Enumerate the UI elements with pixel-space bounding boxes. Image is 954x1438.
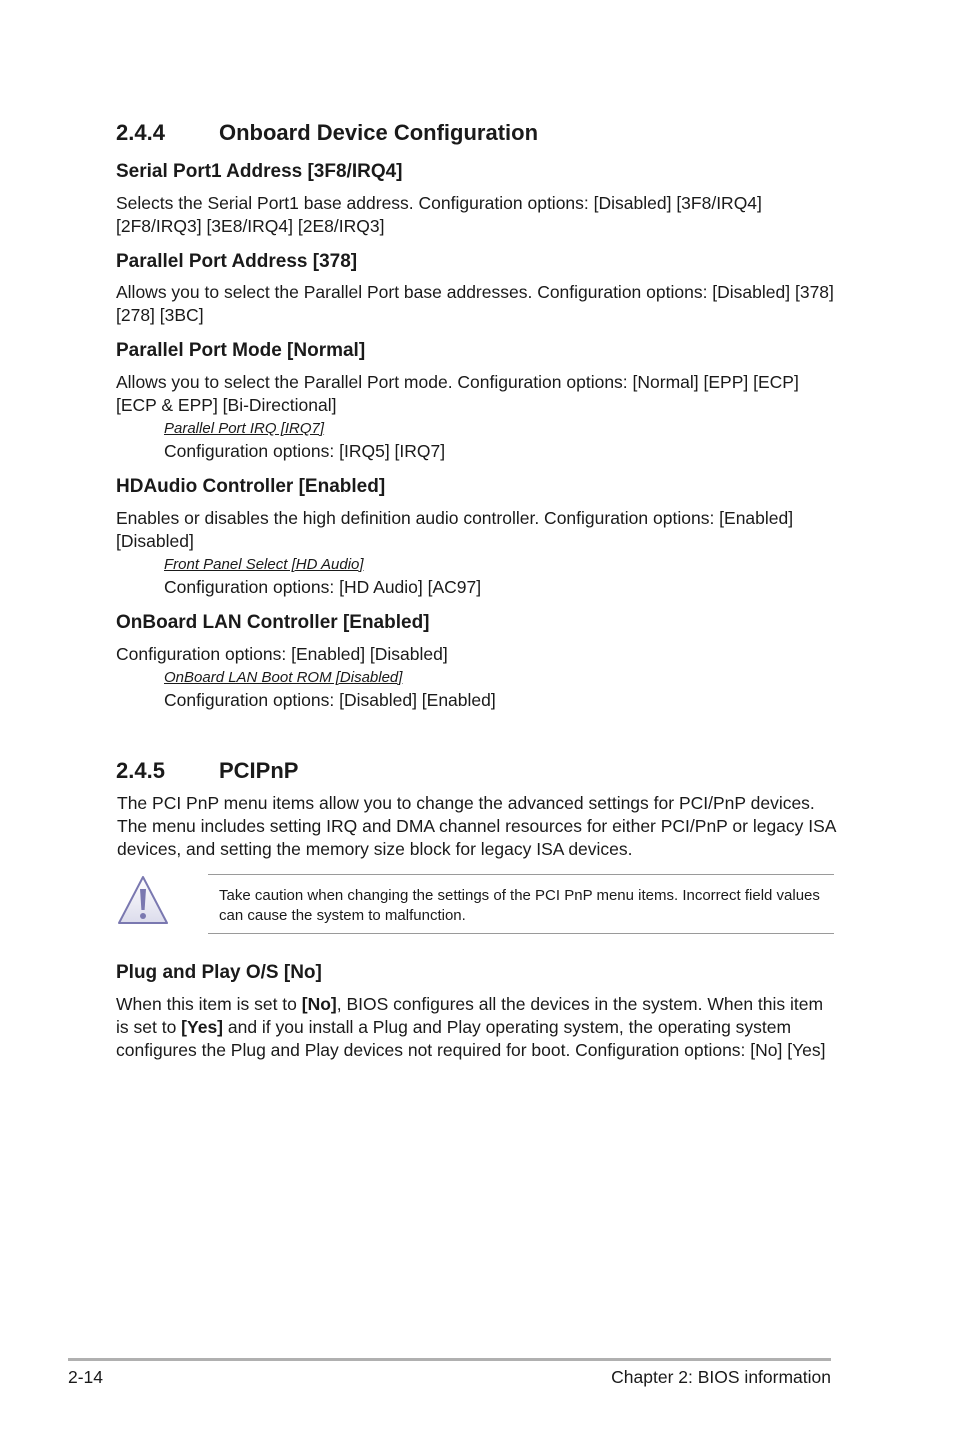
section-title: PCIPnP bbox=[219, 758, 299, 783]
text-line bbox=[116, 1016, 826, 1039]
section-heading-2-4-5 bbox=[116, 758, 298, 784]
text-line: The PCI PnP menu items allow you to change the advanced settings for PCI/PnP devices. bbox=[117, 793, 815, 813]
hdaudio-description bbox=[116, 507, 793, 553]
parallel-irq-options: Configuration options: [IRQ5] [IRQ7] bbox=[164, 441, 446, 461]
pcipnp-description bbox=[117, 792, 836, 861]
text-line bbox=[116, 993, 826, 1016]
parallel-address-description bbox=[116, 281, 834, 327]
plug-and-play-description bbox=[116, 993, 826, 1062]
plug-and-play-heading: Plug and Play O/S [No] bbox=[116, 962, 322, 983]
hdaudio-heading: HDAudio Controller [Enabled] bbox=[116, 476, 386, 497]
footer-rule bbox=[68, 1358, 831, 1361]
text-line: [2F8/IRQ3] [3E8/IRQ4] [2E8/IRQ3] bbox=[116, 216, 385, 236]
parallel-irq-subheading: Parallel Port IRQ [IRQ7] bbox=[164, 420, 325, 437]
lan-controller-description bbox=[116, 643, 448, 666]
text-line: Take caution when changing the settings of the PCI PnP menu items. Incorrect field values bbox=[219, 887, 820, 904]
bold-value: [Yes] bbox=[181, 1017, 223, 1037]
text-line: [Disabled] bbox=[116, 531, 194, 551]
text-line: Enables or disables the high definition audio controller. Configuration options: [Enabled] bbox=[116, 508, 794, 528]
chapter-title: Chapter 2: BIOS information bbox=[611, 1367, 831, 1387]
bold-value: [No] bbox=[301, 994, 337, 1014]
lan-boot-rom-options: Configuration options: [Disabled] [Enabled] bbox=[164, 690, 496, 710]
text-run: , BIOS configures all the devices in the system. When this item bbox=[336, 994, 824, 1014]
text-line: Allows you to select the Parallel Port mode. Configuration options: [Normal] [EPP] [ECP] bbox=[116, 372, 799, 392]
parallel-mode-heading: Parallel Port Mode [Normal] bbox=[116, 340, 366, 361]
text-line: The menu includes setting IRQ and DMA channel resources for either PCI/PnP or legacy ISA bbox=[117, 816, 837, 836]
front-panel-subheading: Front Panel Select [HD Audio] bbox=[164, 556, 364, 573]
text-line: Configuration options: [Enabled] [Disabled] bbox=[116, 644, 448, 664]
lan-boot-rom-subheading: OnBoard LAN Boot ROM [Disabled] bbox=[164, 669, 403, 686]
front-panel-options: Configuration options: [HD Audio] [AC97] bbox=[164, 577, 482, 597]
text-line: can cause the system to malfunction. bbox=[219, 907, 466, 924]
text-line: [278] [3BC] bbox=[116, 305, 204, 325]
text-run: is set to bbox=[116, 1017, 182, 1037]
caution-note bbox=[208, 874, 834, 934]
text-line: configures the Plug and Play devices not required for boot. Configuration options: [No] [Yes] bbox=[116, 1040, 826, 1060]
serial-port-heading: Serial Port1 Address [3F8/IRQ4] bbox=[116, 161, 403, 182]
section-number: 2.4.4 bbox=[116, 120, 165, 145]
lan-controller-heading: OnBoard LAN Controller [Enabled] bbox=[116, 612, 430, 633]
warning-triangle-icon bbox=[116, 874, 170, 926]
text-run: and if you install a Plug and Play operating system, the operating system bbox=[223, 1017, 792, 1037]
serial-port-description bbox=[116, 192, 762, 238]
section-heading-2-4-4 bbox=[116, 120, 538, 146]
text-line: [ECP & EPP] [Bi-Directional] bbox=[116, 395, 337, 415]
text-line: Allows you to select the Parallel Port base addresses. Configuration options: [Disabled] [378] bbox=[116, 282, 834, 302]
section-title: Onboard Device Configuration bbox=[219, 120, 539, 145]
text-line: Selects the Serial Port1 base address. Configuration options: [Disabled] [3F8/IRQ4] bbox=[116, 193, 762, 213]
section-number: 2.4.5 bbox=[116, 758, 165, 783]
page-number: 2-14 bbox=[68, 1367, 104, 1387]
text-line: devices, and setting the memory size block for legacy ISA devices. bbox=[117, 839, 633, 859]
text-run: When this item is set to bbox=[116, 994, 302, 1014]
parallel-mode-description bbox=[116, 371, 799, 417]
parallel-address-heading: Parallel Port Address [378] bbox=[116, 251, 358, 272]
caution-text bbox=[219, 886, 820, 926]
